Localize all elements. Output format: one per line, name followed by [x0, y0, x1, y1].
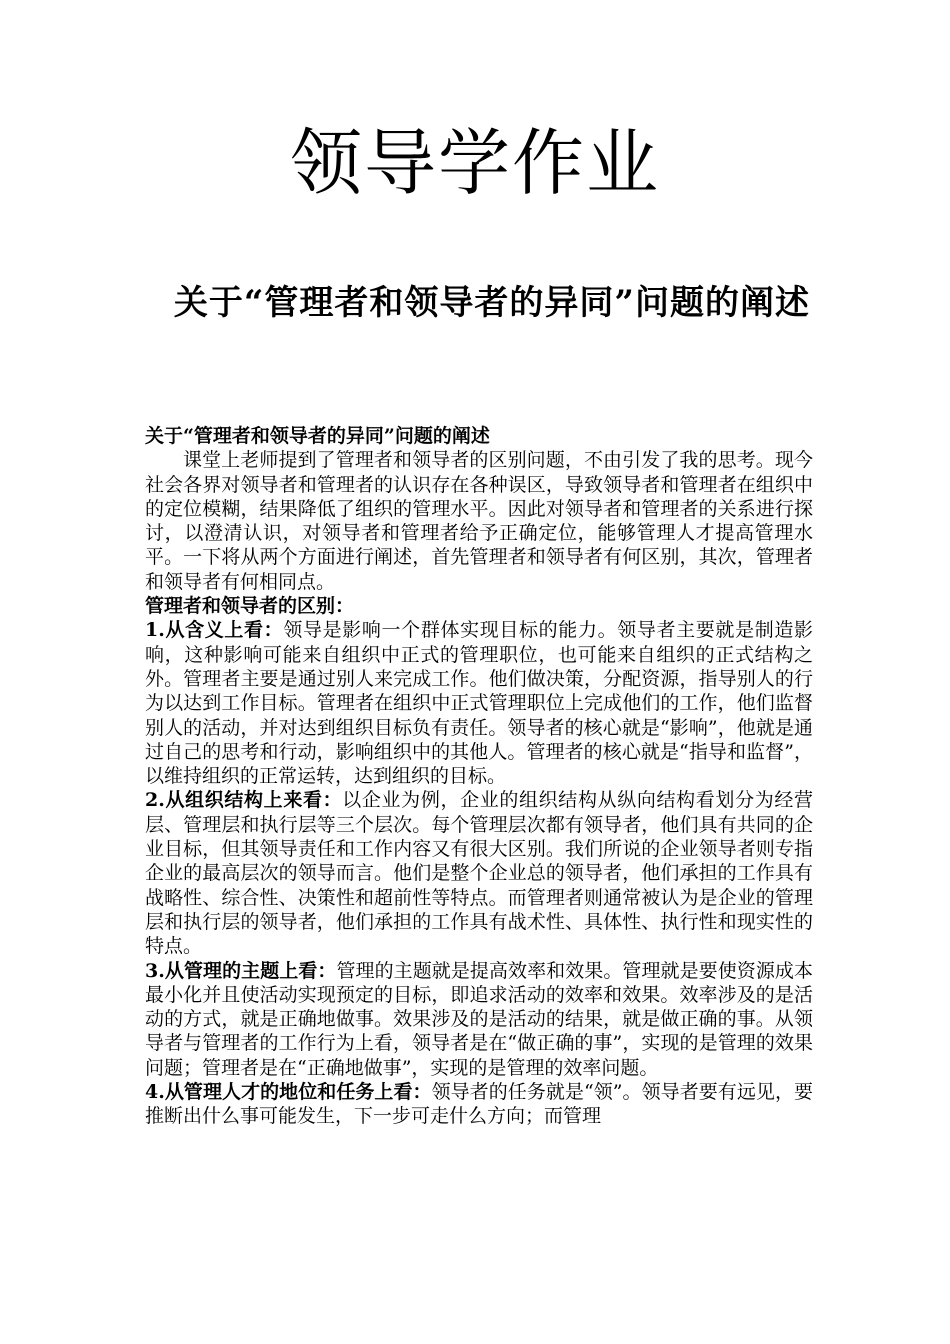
point-label: 2.从组织结构上来看： — [145, 789, 343, 812]
section-heading: 关于“管理者和领导者的异同”问题的阐述 — [145, 425, 490, 447]
document-subtitle: 关于“管理者和领导者的异同”问题的阐述 — [173, 283, 810, 323]
differences-heading: 管理者和领导者的区别： — [145, 595, 355, 618]
point-text: 领导是影响一个群体实现目标的能力。领导者主要就是制造影响，这种影响可能来自组织中正式的管理职位，也可能来自组织的正式结构之外。管理者主要是通过别人来完成工作。他们做决策，分配资源，指导别人的行为以达到工作目标。管理者在组织中正式管理职位上完成他们的工作，他们监督别人的活动，并对达到组织目标负有责任。领导者的核心就是“影响”，他就是通过自己的思考和行动，影响组织中的其他人。管理者的核心就是“指导和监督”，以维持组织的正常运转，达到组织的目标。 — [145, 619, 813, 788]
point-paragraph — [145, 788, 813, 958]
point-paragraph — [145, 959, 813, 1080]
point-paragraph — [145, 618, 813, 788]
point-paragraph — [145, 1080, 813, 1129]
document-title: 领导学作业 — [289, 121, 660, 205]
point-text: 管理的主题就是提高效率和效果。管理就是要使资源成本最小化并且使活动实现预定的目标，即追求活动的效率和效果。效率涉及的是活动的方式，就是正确地做事。效果涉及的是活动的结果，就是做正确的事。从领导者与管理者的工作行为上看，领导者是在“做正确的事”，实现的是管理的效果问题；管理者是在“正确地做事”，实现的是管理的效率问题。 — [145, 959, 813, 1079]
point-label: 1.从含义上看： — [145, 619, 284, 642]
point-label: 4.从管理人才的地位和任务上看： — [145, 1081, 432, 1104]
intro-paragraph: 课堂上老师提到了管理者和领导者的区别问题，不由引发了我的思考。现今社会各界对领导者和管理者的认识存在各种误区，导致领导者和管理者在组织中的定位模糊，结果降低了组织的管理水平。因此对领导者和管理者的关系进行探讨，以澄清认识，对领导者和管理者给予正确定位，能够管理人才提高管理水平。一下将从两个方面进行阐述，首先管理者和领导者有何区别，其次，管理者和领导者有何相同点。 — [145, 449, 813, 593]
point-text: 领导者的任务就是“领”。领导者要有远见，要推断出什么事可能发生，下一步可走什么方向；而管理 — [145, 1081, 813, 1128]
point-text: 以企业为例，企业的组织结构从纵向结构看划分为经营层、管理层和执行层等三个层次。每个管理层次都有领导者，他们具有共同的企业目标，但其领导责任和工作内容又有很大区别。我们所说的企业领导者则专指企业的最高层次的领导而言。他们是整个企业总的领导者，他们承担的工作具有战略性、综合性、决策性和超前性等特点。而管理者则通常被认为是企业的管理层和执行层的领导者，他们承担的工作具有战术性、具体性、执行性和现实性的特点。 — [145, 789, 813, 958]
document-body — [145, 424, 813, 1129]
point-label: 3.从管理的主题上看： — [145, 959, 337, 982]
